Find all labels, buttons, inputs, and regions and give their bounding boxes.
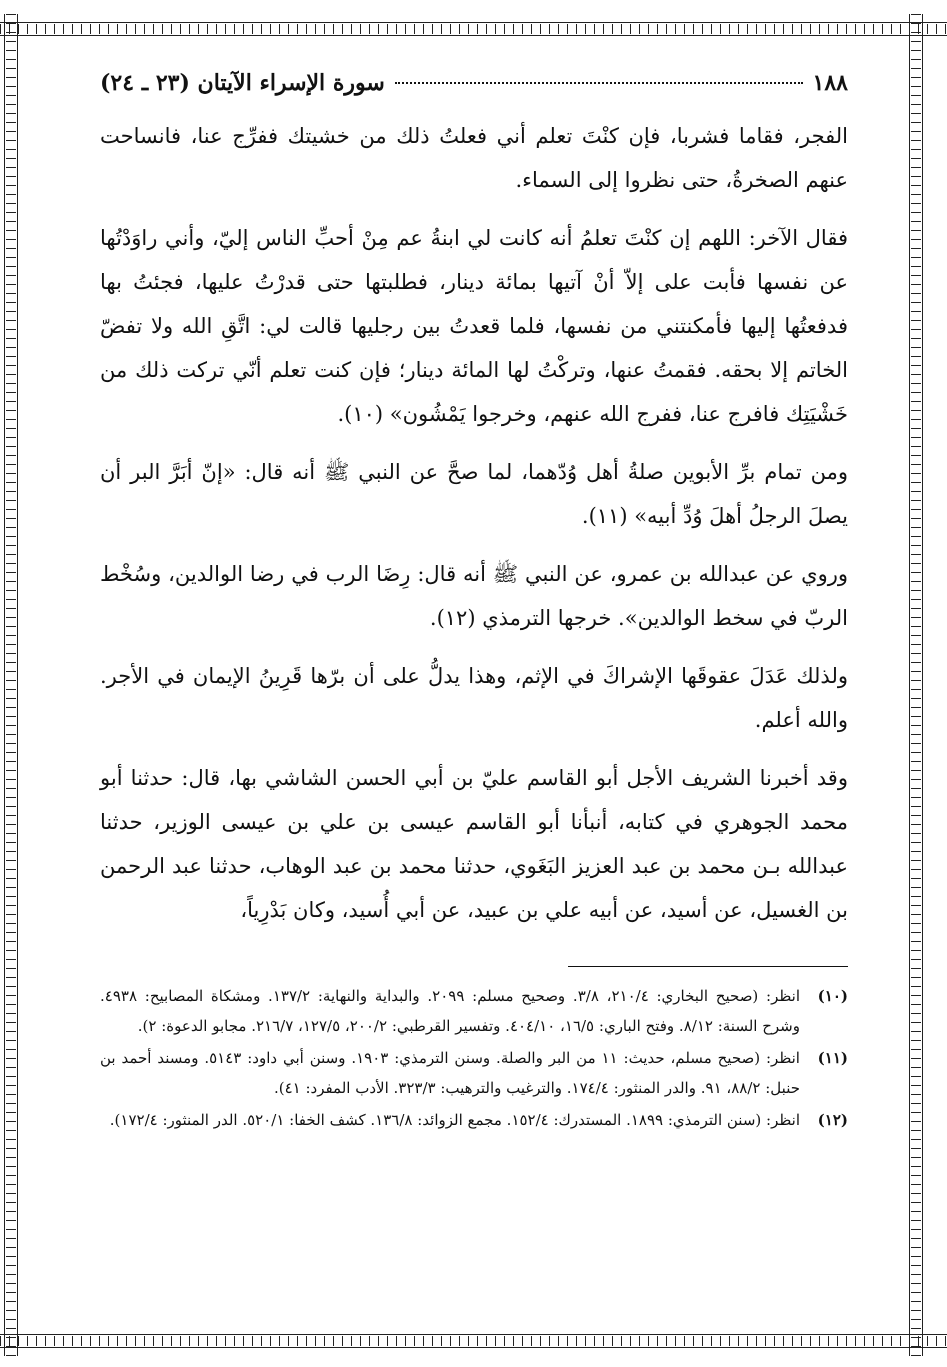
page-border-bottom <box>0 1326 947 1356</box>
header-title: سورة الإسراء الآيتان (٢٣ ـ ٢٤) <box>100 70 385 96</box>
paragraph: فقال الآخر: اللهم إن كنْتَ تعلمُ أنه كانت لي ابنةُ عم مِنْ أحبِّ الناس إليّ، وأني راوَدْتُها عن نفسها فأبت على إلاّ أنْ آتيها بمائة دينار، فطلبتها حتى قدرْتُ عليها، فجئتُ بها فدفعتُها إليها فأمكنتني من نفسها، فلما قعدتُ بين رجليها قالت لي: اتَّقِ الله ولا تفضّ الخاتم إلا بحقه. فقمتُ عنها، وتركْتُ لها المائة دينار؛ فإن كنت تعلم أنّي تركت ذلك من خَشْيَتِك فافرج عنا، ففرج الله عنهم، وخرجوا يَمْشُون» (١٠). <box>100 226 848 426</box>
footnote-item <box>100 981 848 1041</box>
footnote-text: انظر: (صحيح البخاري: ٢١٠/٤، ٣/٨. وصحيح مسلم: ٢٠٩٩. والبداية والنهاية: ١٣٧/٢. ومشكاة المصابيح: ٤٩٣٨. وشرح السنة: ٨/١٢. وفتح الباري: ١٦/٥، ٤٠٤/١٠. وتفسير القرطبي: ٢٠٠/٢، ١٢٧/٥، ٢١٦/٧. مجابو الدعوة: ٢). <box>100 987 801 1035</box>
paragraph: الفجر، فقاما فشربا، فإن كنْتَ تعلم أني فعلتُ ذلك من خشيتك ففرِّج عنا، فانساحت عنهم الصخرةُ، حتى نظروا إلى السماء. <box>100 124 848 192</box>
footnote-text: انظر: (سنن الترمذي: ١٨٩٩. المستدرك: ١٥٢/٤. مجمع الزوائد: ١٣٦/٨. كشف الخفا: ٥٢٠/١. الدر المنثور: ١٧٢/٤). <box>109 1111 800 1129</box>
paragraph: وروي عن عبدالله بن عمرو، عن النبي ﷺ أنه قال: رِضَا الرب في رضا الوالدين، وسُخْط الربّ في سخط الوالدين». خرجها الترمذي (١٢). <box>100 562 848 630</box>
footnote-separator <box>568 966 848 967</box>
footnote-number: (١٢) <box>817 1111 848 1129</box>
footnote-text: انظر: (صحيح مسلم، حديث: ١١ من البر والصلة. وسنن الترمذي: ١٩٠٣. وسنن أبي داود: ٥١٤٣. ومسند أحمد بن حنبل: ٨٨/٢، ٩١. والدر المنثور: ١٧٤/٤. والترغيب والترهيب: ٣٢٣/٣. الأدب المفرد: ٤١). <box>100 1049 800 1097</box>
book-page <box>100 70 848 1137</box>
footnotes <box>100 981 848 1135</box>
footnote-item <box>100 1043 848 1103</box>
running-header <box>100 70 848 114</box>
paragraph: ولذلك عَدَلَ عقوقَها الإشراكَ في الإثم، وهذا يدلُّ على أن برّها قَرِينُ الإيمان في الأجر. والله أعلم. <box>100 664 848 732</box>
footnote-number: (١٠) <box>817 987 848 1005</box>
paragraph: ومن تمام برِّ الأبوين صلةُ أهل وُدّهما، لما صحَّ عن النبي ﷺ أنه قال: «إنّ أبَرَّ البر أن يصلَ الرجلُ أهلَ وُدِّ أبيه» (١١). <box>100 460 848 528</box>
paragraph: وقد أخبرنا الشريف الأجل أبو القاسم عليّ بن أبي الحسن الشاشي بها، قال: حدثنا أبو محمد الجوهري في كتابه، أنبأنا أبو القاسم عيسى بن علي بن عيسى الوزير، حدثنا عبدالله بـن محمد بن عبد العزيز البَغَوي، حدثنا محمد بن عبد الوهاب، حدثنا عبد الرحمن بن الغسيل، عن أسيد، عن أبيه علي بن عبيد، عن أبي أُسيد، وكان بَدْرِياً، <box>100 766 848 922</box>
page-number: ١٨٨ <box>812 70 848 96</box>
main-text <box>100 114 848 932</box>
footnote-item <box>100 1105 848 1135</box>
page-border-left <box>0 14 22 1356</box>
page-border-top <box>0 14 947 44</box>
page-border-right <box>905 14 927 1356</box>
footnote-number: (١١) <box>817 1049 848 1067</box>
header-leader-dots <box>395 82 803 84</box>
